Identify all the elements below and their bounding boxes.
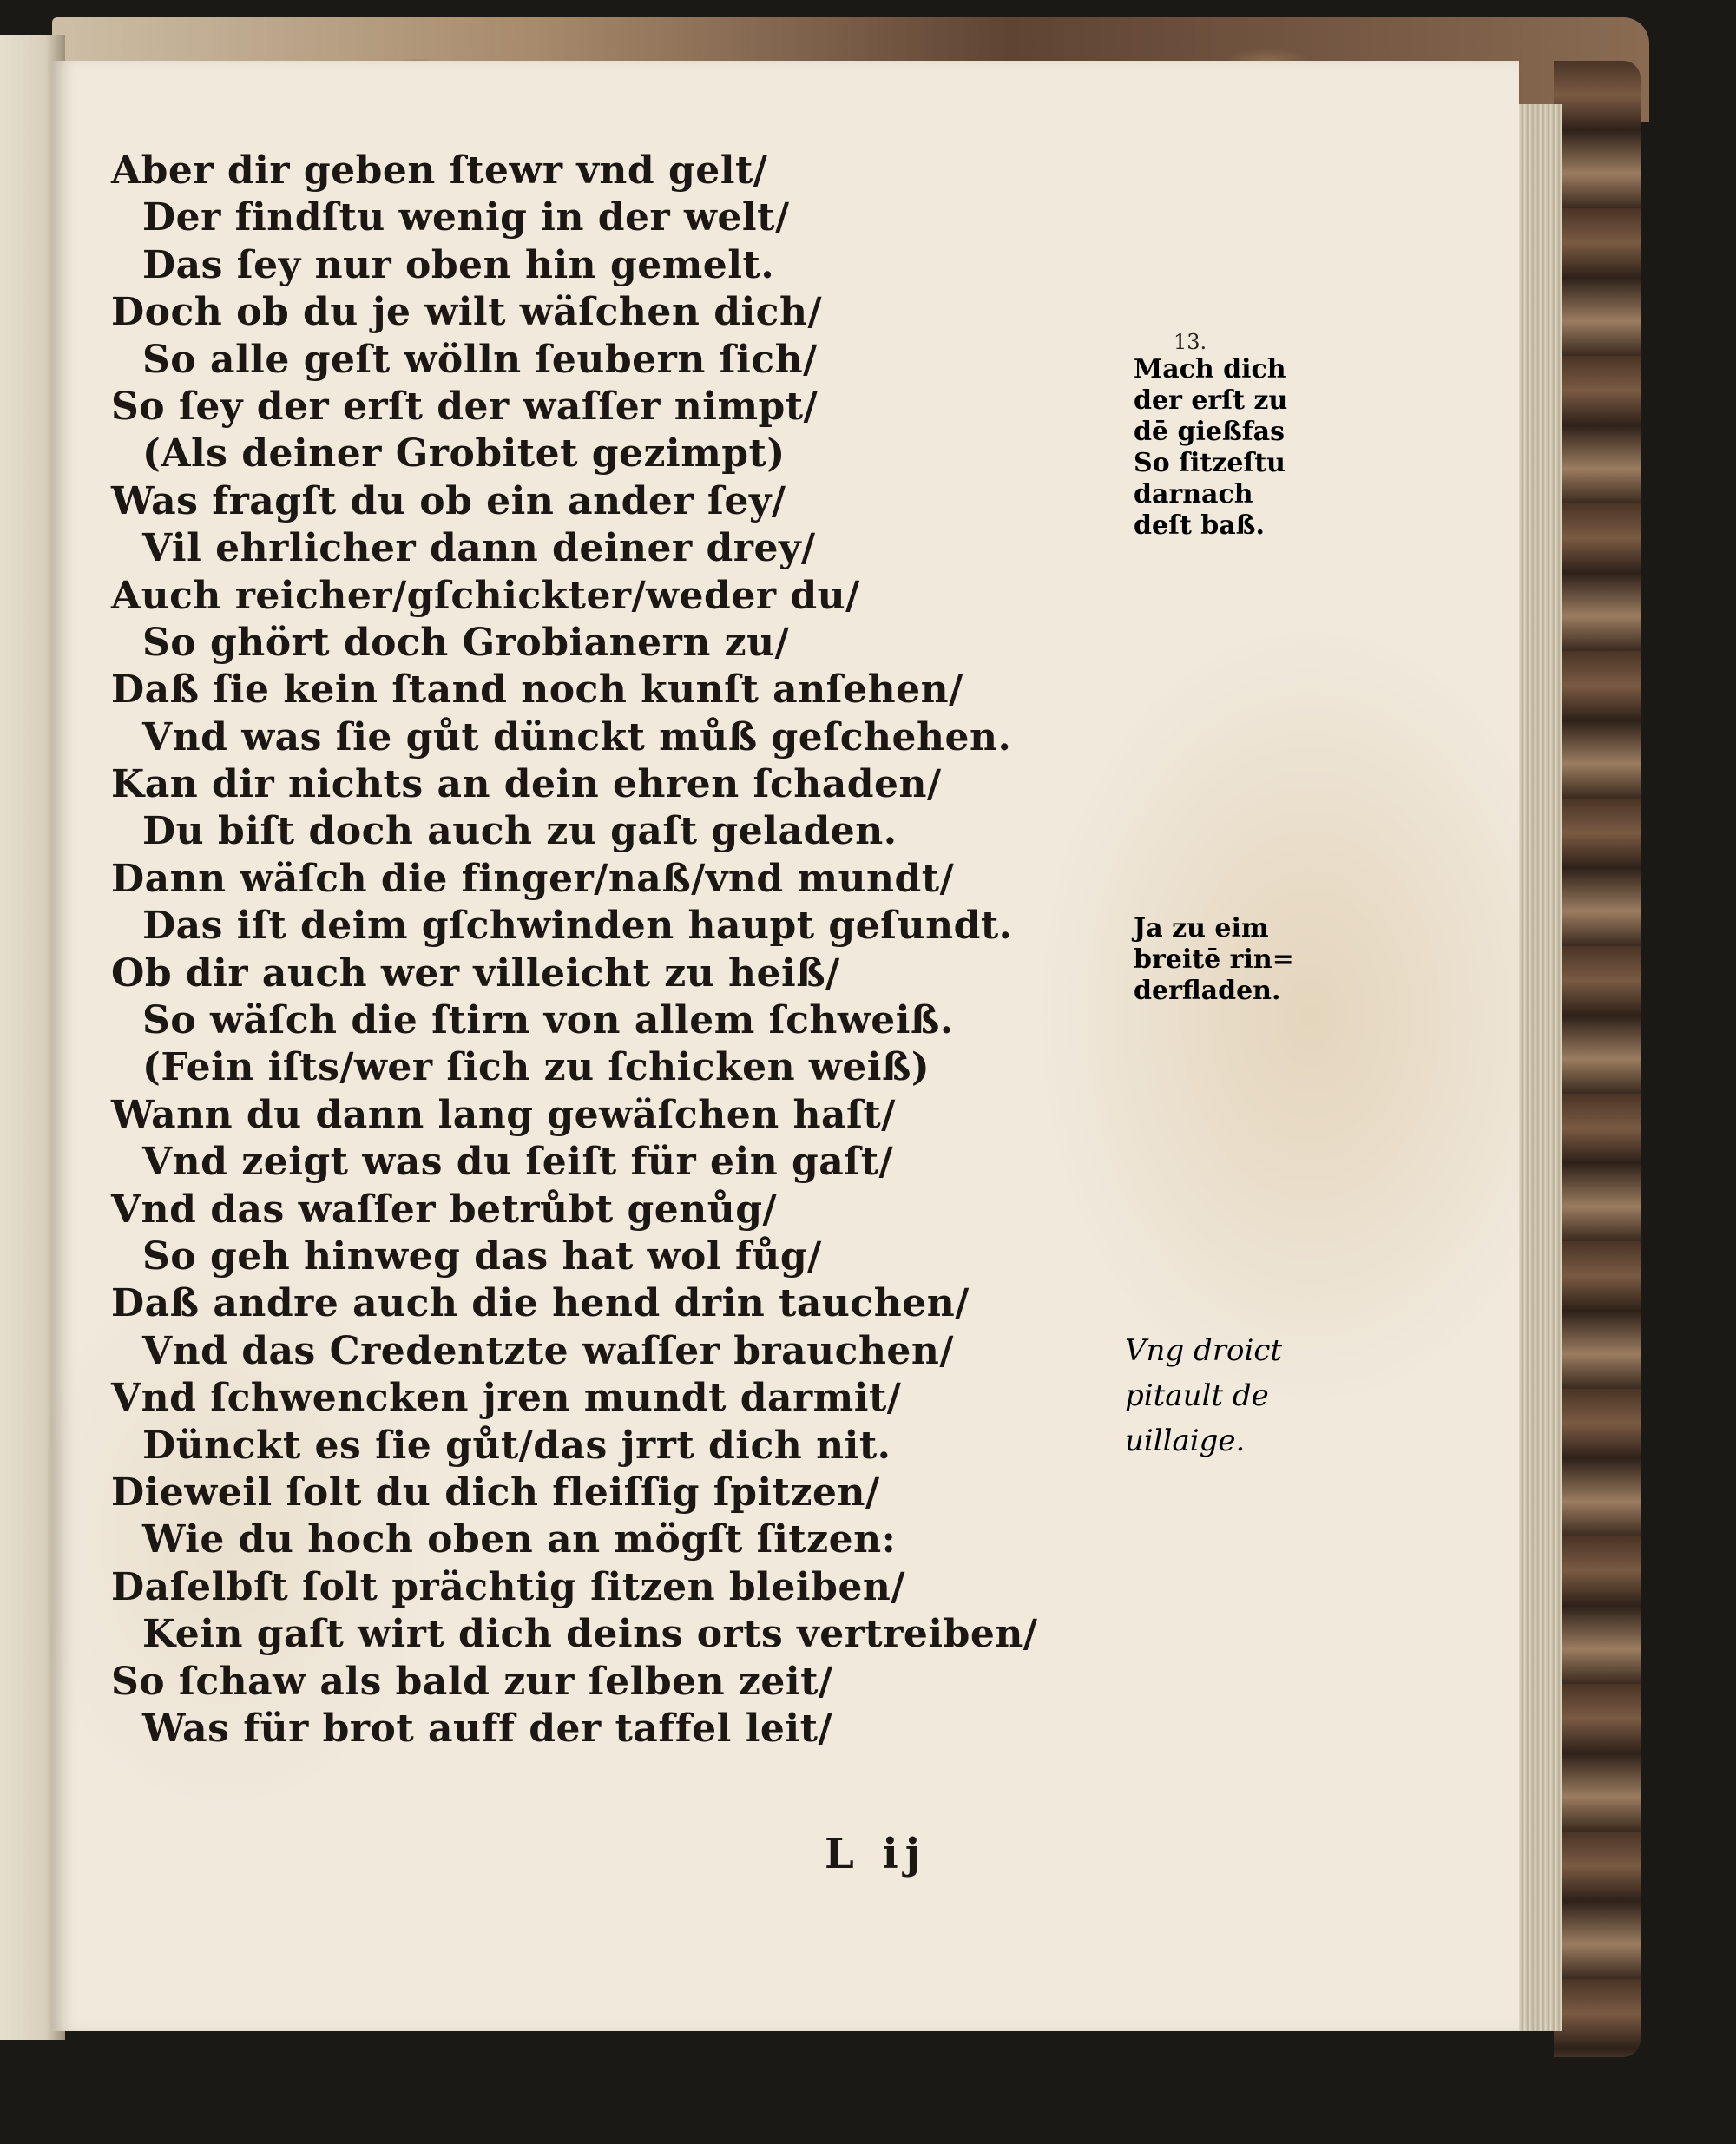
verse-line: Daß ſie kein ſtand noch kunſt anſehen/ [111, 668, 963, 713]
verse-line: Daſelbſt ſolt prächtig ſitzen bleiben/ [111, 1564, 905, 1609]
verse-line: So wäſch die ſtirn von allem ſchweiß. [142, 998, 954, 1043]
gloss-line: dē gießfas [1134, 417, 1285, 447]
verse-line: Vil ehrlicher dann deiner drey/ [142, 526, 816, 571]
verse-line: Was für brot auff der taffel leit/ [142, 1706, 833, 1751]
signature-mark: L ij [825, 1830, 928, 1878]
page-edges [1515, 104, 1562, 2031]
verse-line: Auch reicher/gſchickter/weder du/ [111, 573, 860, 618]
verse-line: Dieweil ſolt du dich fleiſſig ſpitzen/ [111, 1470, 880, 1515]
verse-text [111, 148, 1037, 1753]
verse-line: Du biſt doch auch zu gaſt geladen. [142, 809, 898, 854]
gloss-line: darnach [1134, 479, 1253, 510]
verse-line: Doch ob du je wilt wäſchen dich/ [111, 290, 823, 335]
verse-line: Wie du hoch oben an mögſt ſitzen: [142, 1517, 897, 1562]
gloss-line: pitault de [1125, 1378, 1269, 1413]
gloss-line: Ja zu eim [1134, 913, 1269, 944]
marbled-cover-edge [1554, 61, 1641, 2057]
verse-line: Das iſt deim gſchwinden haupt geſundt. [142, 904, 1013, 949]
margin-gloss-1 [1134, 354, 1359, 542]
verse-line: Das ſey nur oben hin gemelt. [142, 242, 775, 287]
verse-line: Ob dir auch wer villeicht zu heiß/ [111, 950, 840, 996]
margin-gloss-2 [1134, 913, 1359, 1007]
gloss-line: derfladen. [1134, 976, 1281, 1006]
verse-line: So ſchaw als bald zur ſelben zeit/ [111, 1659, 833, 1704]
verse-line: (Fein iſts/wer ſich zu ſchicken weiß) [142, 1045, 930, 1090]
verse-line: Der findſtu wenig in der welt/ [142, 195, 790, 240]
verse-line: Dann wäſch die finger/naß/vnd mundt/ [111, 856, 955, 901]
verse-line: Vnd ſchwencken jren mundt darmit/ [111, 1376, 902, 1421]
gloss-line: uillaige. [1125, 1424, 1246, 1458]
verse-line: Vnd zeigt was du ſeiſt für ein gaſt/ [142, 1140, 894, 1185]
gloss-line: Mach dich [1134, 354, 1286, 385]
verse-line: Daß andre auch die hend drin tauchen/ [111, 1281, 970, 1326]
verse-line: Was fragſt du ob ein ander ſey/ [111, 478, 786, 523]
verse-line: Kein gaſt wirt dich deins orts vertreiben/ [142, 1612, 1038, 1657]
verse-line: Aber dir geben ſtewr vnd gelt/ [111, 148, 768, 193]
page-number: 13. [1174, 330, 1207, 354]
gloss-line: breitē rin= [1134, 944, 1294, 975]
verse-line: So alle geſt wölln ſeubern ſich/ [142, 337, 818, 382]
verse-line: Wann du dann lang gewäſchen haſt/ [111, 1092, 896, 1137]
verse-line: So ghört doch Grobianern zu/ [142, 620, 790, 665]
gloss-line: Vng droict [1125, 1333, 1283, 1368]
gloss-line: der erſt zu [1134, 385, 1288, 416]
margin-gloss-3 [1125, 1328, 1351, 1463]
verse-line: Kan dir nichts an dein ehren ſchaden/ [111, 762, 942, 807]
verse-line: (Als deiner Grobitet gezimpt) [142, 431, 786, 477]
verse-line: Vnd das Credentzte waſſer brauchen/ [142, 1328, 954, 1373]
verse-line: Vnd das waſſer betrůbt genůg/ [111, 1187, 778, 1232]
verse-line: Dünckt es ſie gůt/das jrrt dich nit. [142, 1423, 891, 1468]
verse-line: So ſey der erſt der waſſer nimpt/ [111, 384, 819, 429]
verse-line: Vnd was ſie gůt dünckt můß geſchehen. [142, 714, 1012, 760]
gloss-line: deſt baß. [1134, 510, 1265, 541]
verse-line: So geh hinweg das hat wol fůg/ [142, 1233, 822, 1279]
gloss-line: So ſitzeſtu [1134, 448, 1286, 478]
